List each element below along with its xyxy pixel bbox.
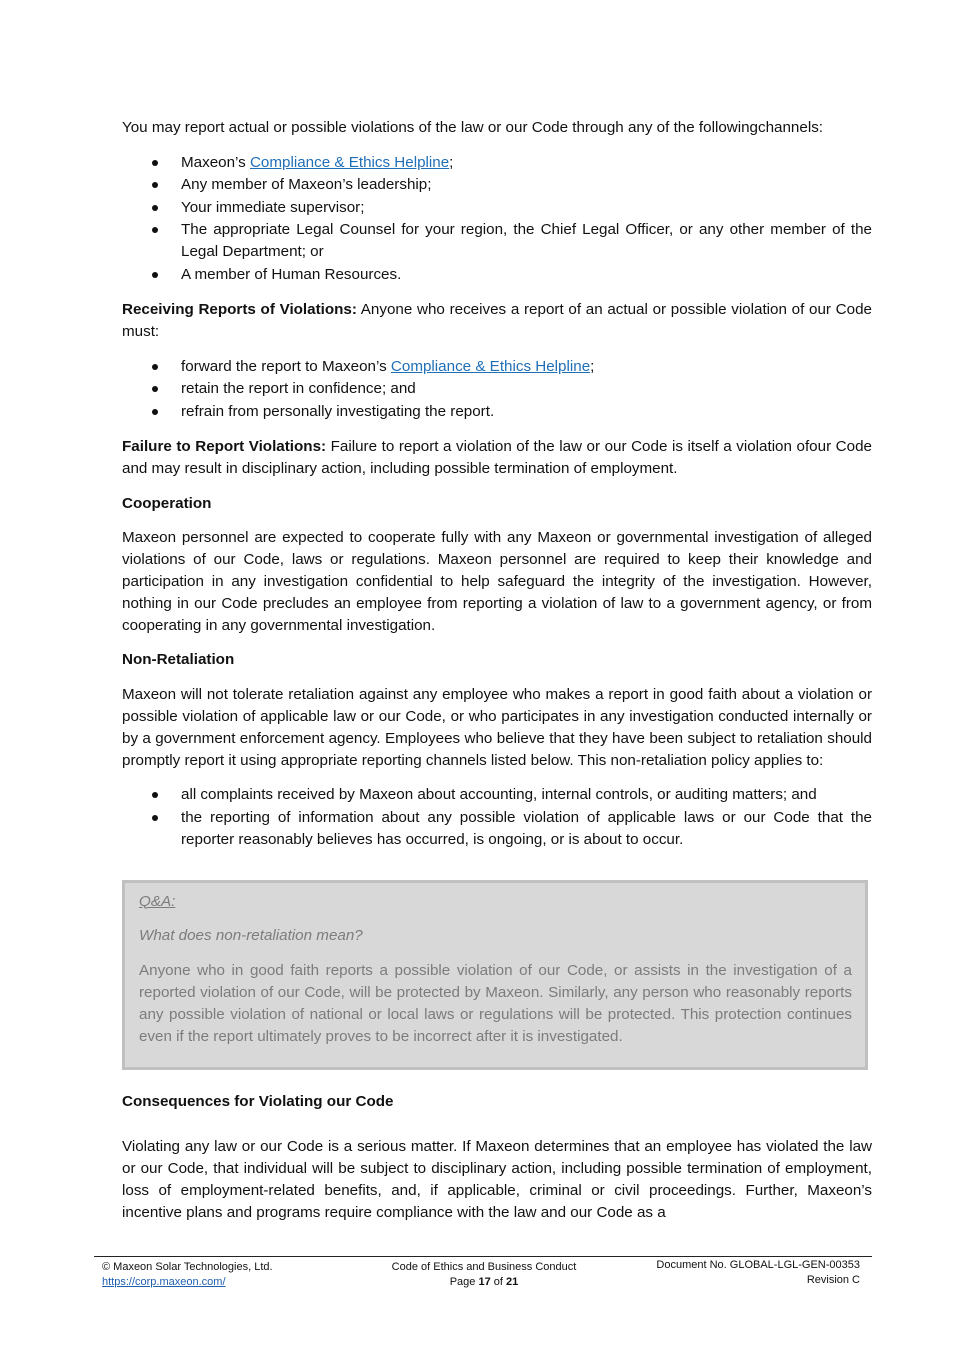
bullet-icon bbox=[152, 182, 158, 188]
list-item: retain the report in confidence; and bbox=[122, 378, 872, 400]
list-item: all complaints received by Maxeon about accounting, internal controls, or auditing matters; and bbox=[122, 784, 872, 806]
list-item: Your immediate supervisor; bbox=[122, 197, 872, 219]
footer-document-title: Code of Ethics and Business Conduct bbox=[391, 1261, 577, 1273]
bullet-icon bbox=[152, 227, 158, 233]
failure-to-report-label: Failure to Report Violations: bbox=[122, 438, 327, 456]
non-retaliation-paragraph: Maxeon will not tolerate retaliation against any employee who makes a report in good faith about a violation or possible violation of applicable law or our Code, or who participates in any investigation conducted internally or by a government enforcement agency. Employees who believe that they have been subject to retaliation should promptly report it using appropriate reporting channels listed below. This non-retaliation policy applies to: bbox=[122, 686, 872, 769]
list-item: The appropriate Legal Counsel for your region, the Chief Legal Officer, or any other member of the Legal Department; or bbox=[122, 219, 872, 264]
compliance-helpline-link[interactable]: Compliance & Ethics Helpline bbox=[390, 357, 591, 375]
list-item: Maxeon’s Compliance & Ethics Helpline; bbox=[122, 152, 872, 174]
footer-page-number: Page 17 of 21 bbox=[449, 1276, 519, 1288]
list-item: the reporting of information about any possible violation of applicable laws or our Code that the reporter reasonably believes has occurred, is ongoing, or is about to occur. bbox=[122, 807, 872, 852]
compliance-helpline-link[interactable]: Compliance & Ethics Helpline bbox=[249, 153, 450, 171]
footer-copyright: © Maxeon Solar Technologies, Ltd. bbox=[102, 1261, 273, 1273]
bullet-icon bbox=[152, 409, 158, 415]
footer-center bbox=[384, 1260, 584, 1290]
consequences-paragraph: Violating any law or our Code is a serious matter. If Maxeon determines that an employee has violated the law or our Code, that individual will be subject to disciplinary action, including possible termination of employment, loss of employment-related benefits, and, if applicable, criminal or civil proceedings. Further, Maxeon’s incentive plans and programs require compliance with the law and our Code as a bbox=[122, 1138, 872, 1221]
page-footer bbox=[94, 1256, 872, 1288]
qa-answer: Anyone who in good faith reports a possible violation of our Code, or assists in the investigation of a reported violation of our Code, will be protected by Maxeon. Similarly, any person who reasonably reports any possible violation of national or local laws or regulations will be protected. This protection continues even if the report ultimately proves to be incorrect after it is investigated. bbox=[139, 962, 852, 1045]
document-page bbox=[122, 117, 872, 1223]
receiving-reports-label: Receiving Reports of Violations: bbox=[122, 301, 357, 319]
cooperation-paragraph: Maxeon personnel are expected to cooperate fully with any Maxeon or governmental investigation of alleged violations of our Code, laws or regulations. Maxeon personnel are required to keep their knowledge and participation in any investigation confidential to help safeguard the integrity of the investigation. However, nothing in our Code precludes an employee from reporting a violation of law to a government agency, or from cooperating in any governmental investigation. bbox=[122, 529, 872, 634]
non-retaliation-heading: Non-Retaliation bbox=[122, 651, 235, 669]
qa-question: What does non-retaliation mean? bbox=[139, 927, 363, 945]
receiving-reports-list bbox=[122, 356, 872, 423]
failure-to-report-paragraph: Failure to Report Violations: Failure to report a violation of the law or our Code is itself a violation ofour Code and may result in disciplinary action, including possible termination of employment. bbox=[122, 438, 872, 477]
reporting-channels-list bbox=[122, 152, 872, 286]
footer-right bbox=[656, 1258, 860, 1288]
bullet-icon bbox=[152, 160, 158, 166]
qa-box bbox=[122, 880, 868, 1071]
bullet-icon bbox=[152, 386, 158, 392]
footer-revision: Revision C bbox=[806, 1274, 860, 1286]
list-item: A member of Human Resources. bbox=[122, 264, 872, 286]
bullet-icon bbox=[152, 364, 158, 370]
bullet-icon bbox=[152, 205, 158, 211]
receiving-reports-paragraph: Receiving Reports of Violations: Anyone who receives a report of an actual or possible violation of our Code must: bbox=[122, 301, 872, 341]
footer-document-number: Document No. GLOBAL-LGL-GEN-00353 bbox=[656, 1259, 860, 1271]
intro-paragraph: You may report actual or possible violations of the law or our Code through any of the followingchannels: bbox=[122, 119, 824, 136]
consequences-heading: Consequences for Violating our Code bbox=[122, 1093, 394, 1111]
cooperation-heading: Cooperation bbox=[122, 494, 212, 512]
footer-left bbox=[102, 1260, 273, 1290]
list-item: refrain from personally investigating the report. bbox=[122, 401, 872, 423]
qa-label: Q&A: bbox=[139, 892, 176, 910]
bullet-icon bbox=[152, 272, 158, 278]
list-item: Any member of Maxeon’s leadership; bbox=[122, 174, 872, 196]
list-item: forward the report to Maxeon’s Compliance & Ethics Helpline; bbox=[122, 356, 872, 378]
non-retaliation-list bbox=[122, 784, 872, 851]
footer-website-link[interactable]: https://corp.maxeon.com/ bbox=[102, 1276, 226, 1288]
bullet-icon bbox=[152, 815, 158, 821]
bullet-icon bbox=[152, 792, 158, 798]
